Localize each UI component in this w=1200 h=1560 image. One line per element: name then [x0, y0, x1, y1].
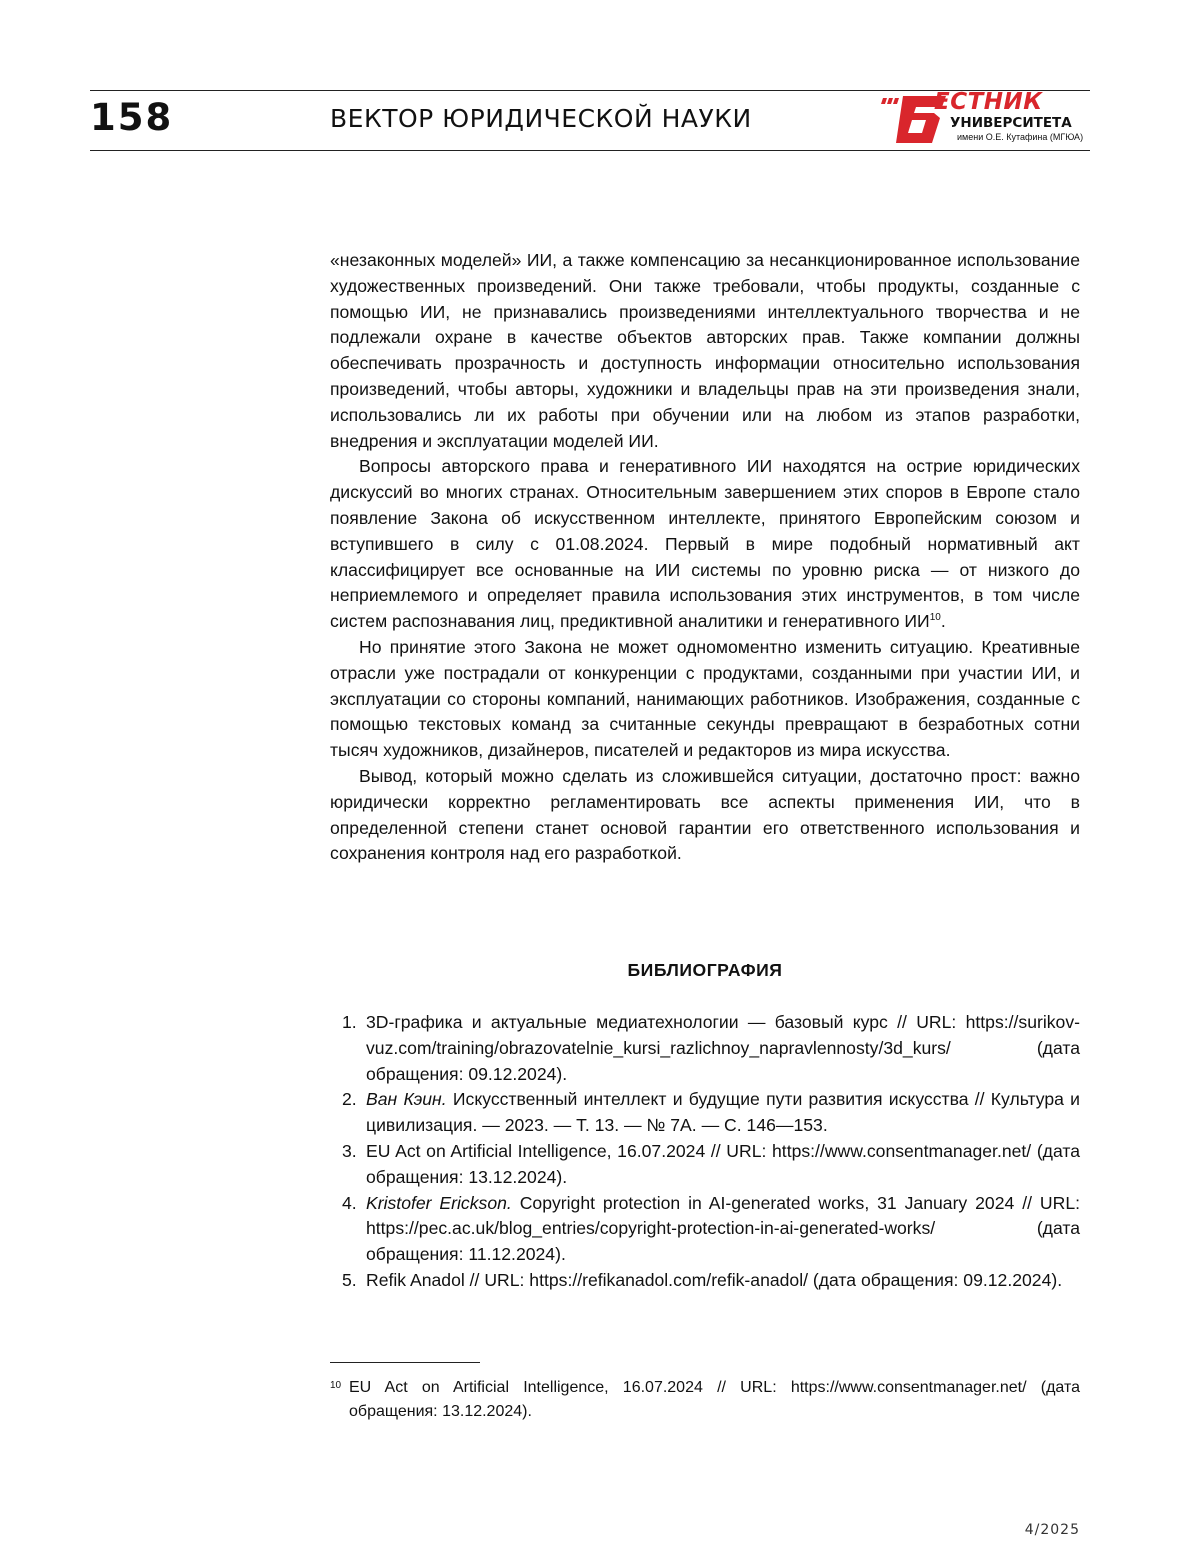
item-number: 4.: [342, 1191, 357, 1217]
bibliography-heading: БИБЛИОГРАФИЯ: [330, 960, 1080, 981]
logo-brand-text: ЕСТНИК: [934, 89, 1043, 115]
item-text: Refik Anadol // URL: https://refikanadol.com/refik-anadol/ (дата обращения: 09.12.2024).: [366, 1270, 1062, 1290]
paragraph: Вывод, который можно сделать из сложившейся ситуации, достаточно прост: важно юридически корректно регламентировать все аспекты применения ИИ, что в определенной степени станет основой гарантии его ответственного использования и сохранения контроля над его разработкой.: [330, 764, 1080, 867]
logo-subtitle-2: имени О.Е. Кутафина (МГЮА): [957, 132, 1083, 142]
item-number: 2.: [342, 1087, 357, 1113]
footnote-text: EU Act on Artificial Intelligence, 16.07.2024 // URL: https://www.consentmanager.net/ (дата обращения: 13.12.2024).: [330, 1376, 1080, 1424]
item-text: EU Act on Artificial Intelligence, 16.07.2024 // URL: https://www.consentmanager.net/ (дата обращения: 13.12.2024).: [366, 1141, 1080, 1187]
item-number: 1.: [342, 1010, 357, 1036]
issue-number: 4/2025: [1000, 1522, 1080, 1538]
journal-title: ВЕКТОР ЮРИДИЧЕСКОЙ НАУКИ: [330, 104, 752, 133]
item-author: Ван Кэин.: [366, 1089, 447, 1109]
paragraph: «незаконных моделей» ИИ, а также компенсацию за несанкционированное использование художественных произведений. Они также требовали, чтобы продукты, созданные с помощью ИИ, не признавались произведениями интеллектуального творчества и не подлежали охране в качестве объектов авторских прав. Также компании должны обеспечивать прозрачность и доступность информации относительно использования произведений, чтобы авторы, художники и владельцы прав на эти произведения знали, использовались ли их работы при обучении или на любом из этапов разработки, внедрения и эксплуатации моделей ИИ.: [330, 248, 1080, 454]
item-text: Copyright protection in AI-generated works, 31 January 2024 // URL: https://pec.ac.uk/blog_entries/copyright-protection-in-ai-generated-works/ (дата обращения: 11.12.2024).: [366, 1193, 1080, 1265]
logo-subtitle: УНИВЕРСИТЕТА: [950, 115, 1072, 131]
header-bottom-rule: [90, 150, 1090, 151]
journal-logo: [880, 92, 1085, 148]
page-number: 158: [90, 96, 173, 139]
item-text: Искусственный интеллект и будущие пути развития искусства // Культура и цивилизация. — 2023. — Т. 13. — № 7А. — С. 146—153.: [366, 1089, 1080, 1135]
paragraph: Но принятие этого Закона не может одномоментно изменить ситуацию. Креативные отрасли уже пострадали от конкуренции с продуктами, созданными при участии ИИ, и эксплуатации со стороны компаний, нанимающих работников. Изображения, созданные с помощью текстовых команд за считанные секунды превращают в безработных сотни тысяч художников, дизайнеров, писателей и редакторов из мира искусства.: [330, 635, 1080, 764]
paragraph-text: Вопросы авторского права и генеративного ИИ находятся на острие юридических дискуссий во многих странах. Относительным завершением этих споров в Европе стало появление Закона об искусственном интеллекте, принятого Европейским союзом и вступившего в силу с 01.08.2024. Первый в мире подобный нормативный акт классифицирует все основанные на ИИ системы по уровню риска — от низкого до неприемлемого и определяет правила использования этих инструментов, в том числе систем распознавания лиц, предиктивной аналитики и генеративного ИИ: [330, 456, 1080, 631]
footnote-reference[interactable]: 10: [930, 612, 941, 623]
item-text: 3D-графика и актуальные медиатехнологии — базовый курс // URL: https://surikov-vuz.com/training/obrazovatelnie_kursi_razlichnoy_napravlennosty/3d_kurs/ (дата обращения: 09.12.2024).: [366, 1012, 1080, 1084]
paragraph: [330, 454, 1080, 635]
bibliography-item: [330, 1191, 1080, 1268]
bibliography-item: [330, 1010, 1080, 1087]
bibliography-item: [330, 1268, 1080, 1294]
item-author: Kristofer Erickson.: [366, 1193, 512, 1213]
footnote-separator: [330, 1362, 480, 1363]
item-number: 3.: [342, 1139, 357, 1165]
article-body: [330, 248, 1080, 867]
bibliography-item: [330, 1139, 1080, 1191]
bibliography-item: [330, 1087, 1080, 1139]
bibliography-list: [330, 1010, 1080, 1294]
footnote: [330, 1376, 1080, 1424]
item-number: 5.: [342, 1268, 357, 1294]
footnote-mark: 10: [330, 1374, 341, 1398]
paragraph-end: .: [941, 611, 946, 631]
